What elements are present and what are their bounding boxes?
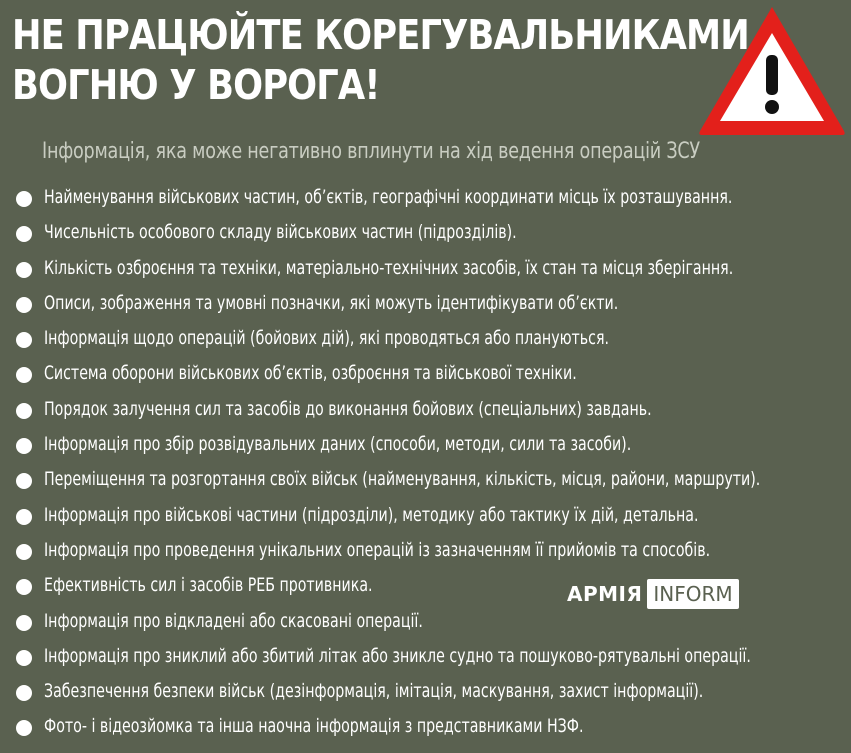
logo-army-text: АРМІЯ	[567, 582, 643, 606]
armyinform-logo	[567, 579, 739, 609]
list-item-text: Порядок залучення сил та засобів до виконання бойових (спеціальних) завдань.	[44, 397, 652, 420]
bullet-icon	[16, 579, 32, 595]
list-item-text: Переміщення та розгортання своїх військ (найменування, кількість, місця, райони, маршрути).	[44, 468, 761, 491]
list-item-text: Інформація про зниклий або збитий літак або зникле судно та пошуково-рятувальні операції.	[44, 644, 751, 667]
bullet-icon	[16, 685, 32, 701]
headline	[12, 10, 749, 110]
bullet-icon	[16, 403, 32, 419]
list-item-text: Найменування військових частин, об’єктів, географічні координати місць їх розташування.	[44, 186, 733, 208]
list-item-text: Інформація про збір розвідувальних даних (способи, методи, сили та засоби).	[44, 433, 632, 456]
subtitle: Інформація, яка може негативно вплинути на хід ведення операцій ЗСУ	[42, 139, 700, 164]
bullet-icon	[16, 226, 32, 242]
list-item-text: Система оборони військових об’єктів, озброєння та військової техніки.	[44, 362, 577, 385]
bullet-icon	[16, 191, 32, 207]
bullet-icon	[16, 615, 32, 631]
headline-line-1: НЕ ПРАЦЮЙТЕ КОРЕГУВАЛЬНИКАМИ	[12, 11, 749, 59]
bullet-icon	[16, 650, 32, 666]
list-item-text: Фото- і відеозйомка та інша наочна інформація з представниками НЗФ.	[44, 715, 584, 738]
list-item-text: Інформація про військові частини (підрозділи), методику або тактику їх дій, детальна.	[44, 503, 699, 526]
list-item-text: Кількість озброєння та техніки, матеріально-технічних засобів, їх стан та місця зберігання.	[44, 256, 734, 279]
bullet-icon	[16, 720, 32, 736]
list-item-text: Ефективність сил і засобів РЕБ противника.	[44, 574, 373, 597]
bullet-icon	[16, 297, 32, 313]
list-item-text: Забезпечення безпеки військ (дезінформація, імітація, маскування, захист інформації).	[44, 680, 704, 703]
bullet-icon	[16, 332, 32, 348]
bullet-icon	[16, 473, 32, 489]
list-item-text: Інформація про проведення унікальних операцій із зазначенням її прийомів та способів.	[44, 538, 711, 561]
warning-triangle-icon	[696, 3, 848, 138]
list-item-text: Чисельність особового складу військових частин (підрозділів).	[44, 221, 517, 244]
exclamation-mark	[766, 55, 778, 95]
list-item-text: Інформація про відкладені або скасовані операції.	[44, 609, 423, 632]
logo-inform-text: INFORM	[647, 579, 738, 609]
bullet-icon	[16, 438, 32, 454]
bullet-icon	[16, 262, 32, 278]
list-item-text: Описи, зображення та умовні позначки, які можуть ідентифікувати об’єкти.	[44, 291, 619, 314]
list-item-text: Інформація щодо операцій (бойових дій), які проводяться або плануються.	[44, 327, 610, 350]
bullet-icon	[16, 544, 32, 560]
headline-line-2: ВОГНЮ У ВОРОГА!	[12, 61, 380, 109]
bullet-icon	[16, 509, 32, 525]
bullet-icon	[16, 367, 32, 383]
